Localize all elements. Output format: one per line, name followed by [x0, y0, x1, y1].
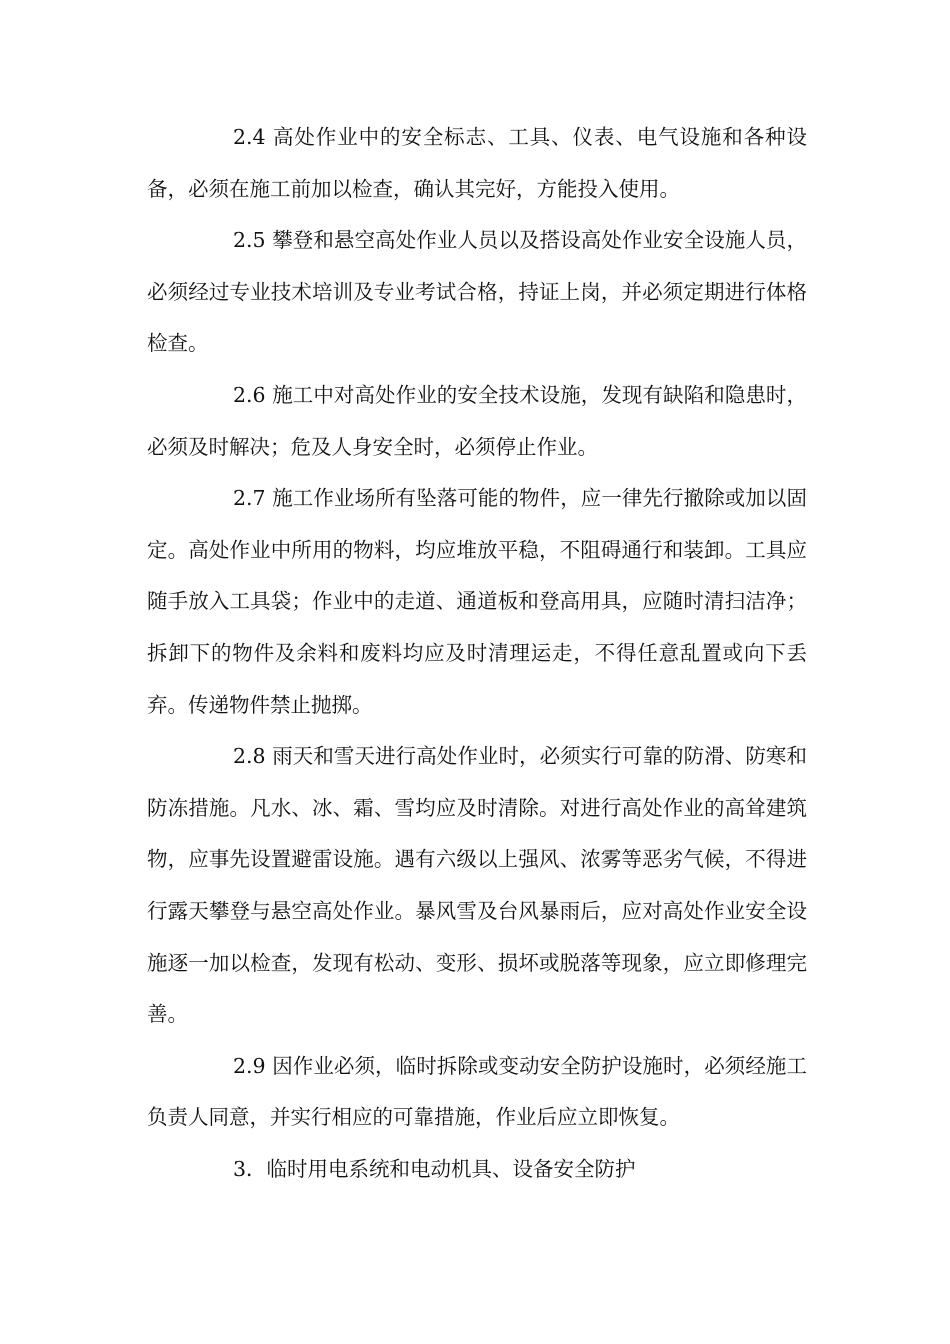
paragraph-2-9: 2.9 因作业必须，临时拆除或变动安全防护设施时，必须经施工负责人同意，并实行相应的可靠措施，作业后应立即恢复。	[147, 1053, 807, 1130]
paragraph-2-8: 2.8 雨天和雪天进行高处作业时，必须实行可靠的防滑、防寒和防冻措施。凡水、冰、霜、雪均应及时清除。对进行高处作业的高耸建筑物，应事先设置避雷设施。遇有六级以上强风、浓雾等恶劣气候，不得进行露天攀登与悬空高处作业。暴风雪及台风暴雨后，应对高处作业安全设施逐一加以检查，发现有松动、变形、损坏或脱落等现象，应立即修理完善。	[147, 744, 807, 1027]
paragraph-2-6: 2.6 施工中对高处作业的安全技术设施，发现有缺陷和隐患时，必须及时解决；危及人身安全时，必须停止作业。	[147, 382, 807, 459]
paragraph-2-5: 2.5 攀登和悬空高处作业人员以及搭设高处作业安全设施人员，必须经过专业技术培训及专业考试合格，持证上岗，并必须定期进行体格检查。	[147, 228, 807, 356]
document-body	[147, 112, 807, 1195]
section-heading-3: 3．临时用电系统和电动机具、设备安全防护	[233, 1156, 636, 1181]
paragraph-2-4: 2.4 高处作业中的安全标志、工具、仪表、电气设施和各种设备，必须在施工前加以检查，确认其完好，方能投入使用。	[147, 125, 807, 201]
paragraph-2-7: 2.7 施工作业场所有坠落可能的物件，应一律先行撤除或加以固定。高处作业中所用的物料，均应堆放平稳，不阻碍通行和装卸。工具应随手放入工具袋；作业中的走道、通道板和登高用具，应随时清扫洁净；拆卸下的物件及余料和废料均应及时清理运走，不得任意乱置或向下丢弃。传递物件禁止抛掷。	[147, 486, 807, 717]
